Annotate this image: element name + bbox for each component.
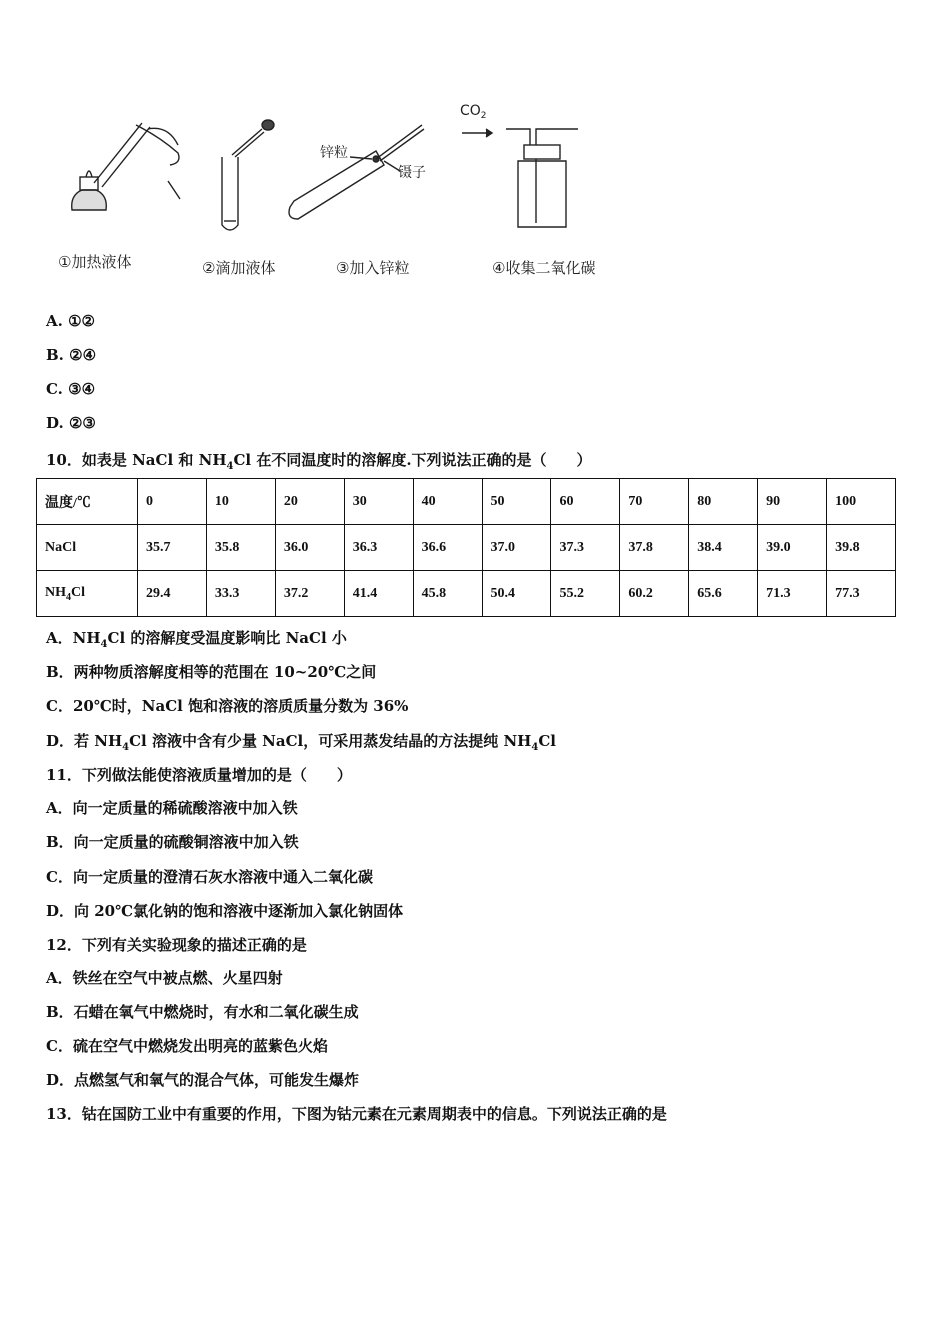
q10-option-b: B．两种物质溶解度相等的范围在 10~20℃之间 xyxy=(46,663,377,681)
q12-option-d: D．点燃氢气和氧气的混合气体，可能发生爆炸 xyxy=(46,1071,360,1089)
q12-option-b: B．石蜡在氧气中燃烧时，有水和二氧化碳生成 xyxy=(46,1003,359,1021)
q9-option-c: C. ③④ xyxy=(46,380,96,398)
q11-option-c: C．向一定质量的澄清石灰水溶液中通入二氧化碳 xyxy=(46,868,373,886)
q9-option-b: B. ②④ xyxy=(46,346,97,364)
figure-caption-2: ②滴加液体 xyxy=(202,259,276,277)
heating-liquid-illustration xyxy=(72,123,180,210)
q13-stem: 13．钴在国防工业中有重要的作用，下图为钴元素在元素周期表中的信息。下列说法正确的是 xyxy=(46,1105,667,1123)
q11-stem: 11．下列做法能使溶液质量增加的是（ ） xyxy=(46,766,352,784)
table-row-nh4cl: $NH_4Cl$ 29.4 33.3 37.2 41.4 45.8 50.4 55.2 60.2 65.6 71.3 77.3 xyxy=(37,571,896,617)
q11-option-b: B．向一定质量的硫酸铜溶液中加入铁 xyxy=(46,833,299,851)
q9-option-d: D. ②③ xyxy=(46,414,96,432)
q11-option-a: A．向一定质量的稀硫酸溶液中加入铁 xyxy=(46,799,298,817)
tweezers-label: 镊子 xyxy=(398,165,426,181)
q9-option-a: A. ①② xyxy=(46,312,96,330)
figure-caption-1: ①加热液体 xyxy=(58,253,132,271)
q12-option-a: A．铁丝在空气中被点燃、火星四射 xyxy=(46,969,283,987)
zinc-label: 锌粒 xyxy=(320,145,348,161)
experiment-figure xyxy=(50,95,640,285)
q12-option-c: C．硫在空气中燃烧发出明亮的蓝紫色火焰 xyxy=(46,1037,328,1055)
q10-option-c: C．20℃时，NaCl 饱和溶液的溶质质量分数为 36% xyxy=(46,697,409,715)
q10-option-d: D．若 $NH_4Cl$ 溶液中含有少量 NaCl，可采用蒸发结晶的方法提纯 $NH_4Cl$ xyxy=(46,732,556,753)
q10-stem: 10．如表是 NaCl 和 $NH_4Cl$ 在不同温度时的溶解度.下列说法正确的是（ ） xyxy=(46,451,592,472)
collecting-co2-illustration xyxy=(462,129,578,227)
q10-option-a: A．$NH_4Cl$ 的溶解度受温度影响比 NaCl 小 xyxy=(46,629,347,650)
table-row-nacl: NaCl 35.7 35.8 36.0 36.3 36.6 37.0 37.3 37.8 38.4 39.0 39.8 xyxy=(37,525,896,571)
solubility-table xyxy=(36,478,896,617)
co2-label: $CO_2$ xyxy=(460,103,487,121)
table-header-row: 温度/℃ 0 10 20 30 40 50 60 70 80 90 100 xyxy=(37,479,896,525)
dropping-liquid-illustration xyxy=(222,120,274,230)
q12-stem: 12．下列有关实验现象的描述正确的是 xyxy=(46,936,307,954)
figure-caption-3: ③加入锌粒 xyxy=(336,259,410,277)
figure-caption-4: ④收集二氧化碳 xyxy=(492,259,596,277)
q11-option-d: D．向 20℃氯化钠的饱和溶液中逐渐加入氯化钠固体 xyxy=(46,902,404,920)
